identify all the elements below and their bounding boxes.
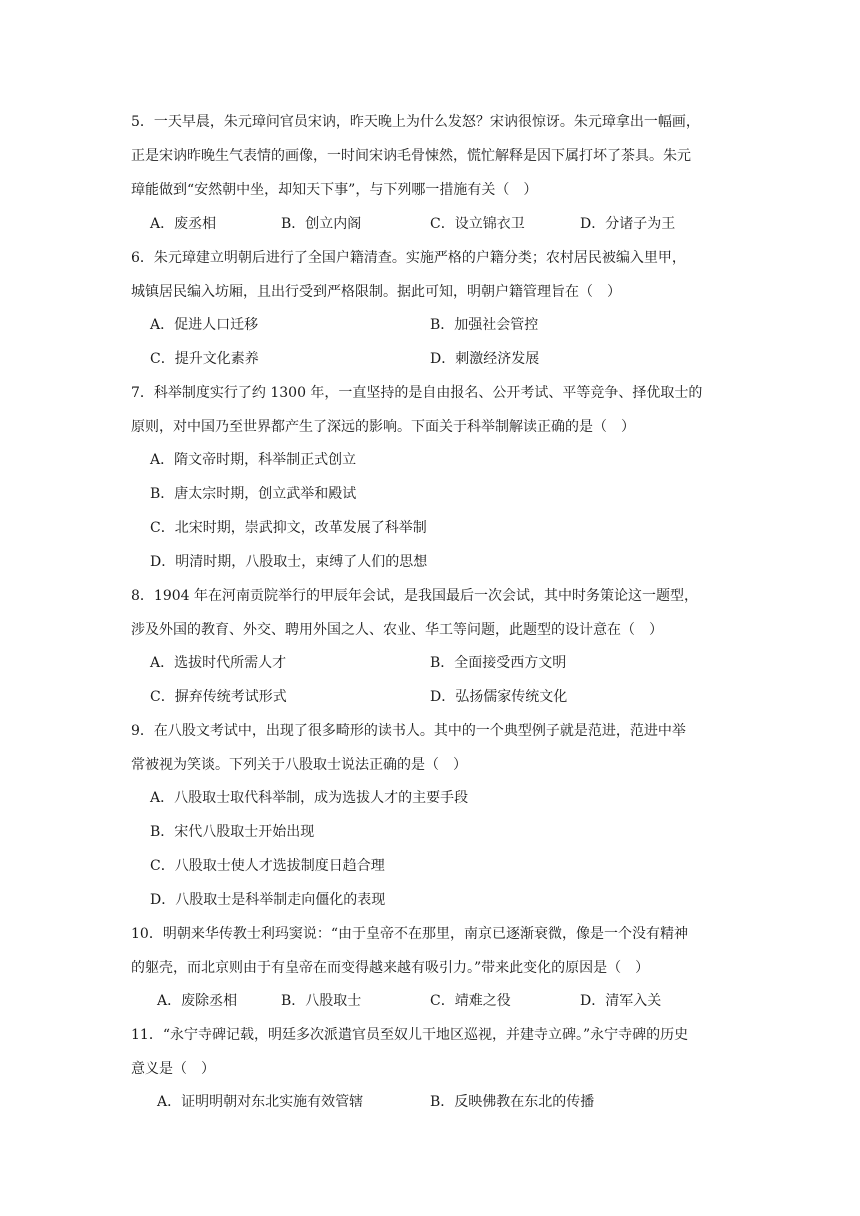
option-c: C．摒弃传统考试形式	[150, 689, 287, 705]
question-text: 11．“永宁寺碑记载，明廷多次派遣官员至奴儿干地区巡视，并建寺立碑。”永宁寺碑的历史	[131, 1027, 689, 1043]
option-a: A．隋文帝时期，科举制正式创立	[150, 452, 357, 468]
option-d: D．明清时期，八股取士，束缚了人们的思想	[150, 554, 428, 570]
question-text: 8．1904 年在河南贡院举行的甲辰年会试，是我国最后一次会试，其中时务策论这一题型，	[131, 588, 698, 604]
option-a: A．废丞相	[150, 216, 217, 232]
option-c: C．提升文化素养	[150, 351, 259, 367]
option-b: B．创立内阁	[281, 216, 362, 232]
option-d: D．刺激经济发展	[430, 351, 540, 367]
option-b: B．唐太宗时期，创立武举和殿试	[150, 486, 357, 502]
question-text: 5．一天早晨，朱元璋问官员宋讷，昨天晚上为什么发怒？宋讷很惊讶。朱元璋拿出一幅画，	[131, 114, 700, 130]
question-text: 原则，对中国乃至世界都产生了深远的影响。下面关于科举制解读正确的是（ ）	[131, 419, 635, 435]
question-text: 意义是（ ）	[131, 1061, 215, 1077]
question-text: 涉及外国的教育、外交、聘用外国之人、农业、华工等问题，此题型的设计意在（ ）	[131, 622, 663, 638]
question-text: 常被视为笑谈。下列关于八股取士说法正确的是（ ）	[131, 757, 467, 773]
question-text: 璋能做到“安然朝中坐，却知天下事”，与下列哪一措施有关（ ）	[131, 182, 538, 198]
option-b: B．反映佛教在东北的传播	[430, 1094, 595, 1110]
question-text: 10．明朝来华传教士利玛窦说：“由于皇帝不在那里，南京已逐渐衰微，像是一个没有精神	[131, 926, 688, 942]
option-c: C．设立锦衣卫	[430, 216, 525, 232]
option-c: C．北宋时期，崇武抑文，改革发展了科举制	[150, 520, 427, 536]
option-b: B．宋代八股取士开始出现	[150, 824, 315, 840]
option-d: D．八股取士是科举制走向僵化的表现	[150, 892, 386, 908]
question-text: 正是宋讷昨晚生气表情的画像，一时间宋讷毛骨悚然，慌忙解释是因下属打坏了茶具。朱元	[131, 148, 691, 164]
option-c: C．八股取士使人才选拔制度日趋合理	[150, 858, 385, 874]
question-text: 的躯壳，而北京则由于有皇帝在而变得越来越有吸引力。”带来此变化的原因是（ ）	[131, 960, 650, 976]
question-text: 7．科举制度实行了约 1300 年，一直坚持的是自由报名、公开考试、平等竞争、择优取士的	[131, 385, 703, 401]
option-a: A．废除丞相	[157, 993, 238, 1009]
question-text: 6．朱元璋建立明朝后进行了全国户籍清查。实施严格的户籍分类；农村居民被编入里甲，	[131, 250, 686, 266]
option-c: C．靖难之役	[430, 993, 511, 1009]
question-text: 9．在八股文考试中，出现了很多畸形的读书人。其中的一个典型例子就是范进，范进中举	[131, 723, 686, 739]
option-b: B．全面接受西方文明	[430, 655, 567, 671]
option-b: B．加强社会管控	[430, 317, 539, 333]
option-b: B．八股取士	[281, 993, 362, 1009]
option-a: A．促进人口迁移	[150, 317, 259, 333]
option-a: A．证明明朝对东北实施有效管辖	[157, 1094, 364, 1110]
option-a: A．选拔时代所需人才	[150, 655, 287, 671]
option-a: A．八股取士取代科举制，成为选拔人才的主要手段	[150, 790, 469, 806]
option-d: D．清军入关	[580, 993, 662, 1009]
question-text: 城镇居民编入坊厢，且出行受到严格限制。据此可知，明朝户籍管理旨在（ ）	[131, 284, 621, 300]
option-d: D．弘扬儒家传统文化	[430, 689, 568, 705]
option-d: D．分诸子为王	[580, 216, 676, 232]
